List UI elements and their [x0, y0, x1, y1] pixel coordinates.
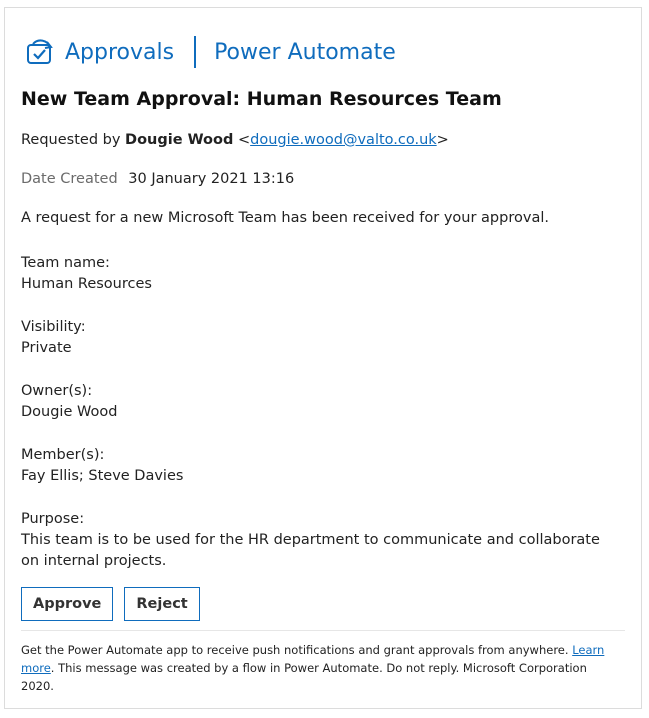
- field-value: Private: [21, 340, 72, 356]
- service-name: Power Automate: [214, 39, 396, 65]
- field-visibility: [21, 317, 86, 359]
- field-label: Visibility:: [21, 319, 86, 335]
- requester-email-link[interactable]: dougie.wood@valto.co.uk: [250, 132, 437, 148]
- approval-email-card: [4, 7, 642, 709]
- intro-text: A request for a new Microsoft Team has been received for your approval.: [21, 210, 549, 226]
- date-created-row: [21, 171, 294, 187]
- reject-button[interactable]: Reject: [124, 587, 199, 621]
- field-members: [21, 445, 183, 487]
- date-created-label: Date Created: [21, 171, 118, 187]
- field-label: Owner(s):: [21, 383, 93, 399]
- footer-text: [21, 641, 623, 695]
- footer-text-after: . This message was created by a flow in Power Automate. Do not reply. Microsoft Corporation 2020.: [21, 661, 587, 693]
- field-label: Purpose:: [21, 511, 85, 527]
- action-buttons: [21, 587, 200, 621]
- approvals-icon: [25, 37, 55, 67]
- requested-by: [21, 132, 449, 148]
- approve-button[interactable]: Approve: [21, 587, 113, 621]
- header-separator: [194, 36, 196, 68]
- email-header: [25, 32, 396, 72]
- field-value: Dougie Wood: [21, 404, 118, 420]
- footer-divider: [21, 630, 625, 631]
- email-bracket-open: <: [237, 132, 251, 148]
- field-team-name: [21, 253, 152, 295]
- field-purpose: [21, 509, 621, 572]
- requester-name: Dougie Wood: [125, 132, 234, 148]
- learn-more-link[interactable]: Learn more: [21, 643, 605, 675]
- field-value: This team is to be used for the HR department to communicate and collaborate on internal projects.: [21, 532, 600, 569]
- email-bracket-close: >: [436, 132, 449, 148]
- requested-by-label: Requested by: [21, 132, 121, 148]
- field-label: Member(s):: [21, 447, 105, 463]
- footer-text-before: Get the Power Automate app to receive push notifications and grant approvals from anywhere.: [21, 643, 573, 657]
- field-owners: [21, 381, 117, 423]
- page-title: New Team Approval: Human Resources Team: [21, 88, 502, 110]
- date-created-value: 30 January 2021 13:16: [128, 171, 295, 187]
- field-value: Fay Ellis; Steve Davies: [21, 468, 184, 484]
- field-value: Human Resources: [21, 276, 152, 292]
- field-label: Team name:: [21, 255, 110, 271]
- app-name: Approvals: [65, 39, 175, 65]
